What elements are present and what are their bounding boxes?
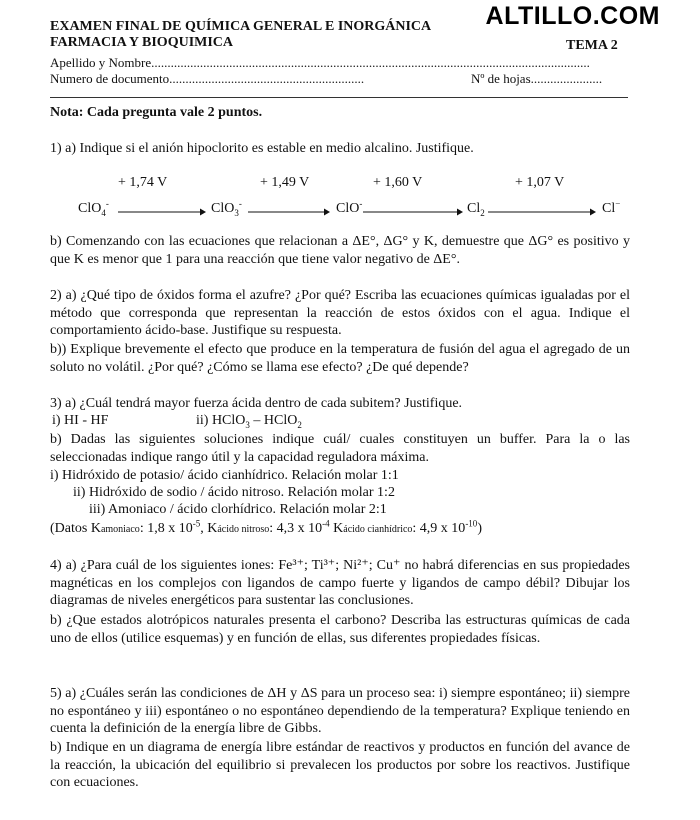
q3-part-b: b) Dadas las siguientes soluciones indique cuál/ cuales constituyen un buffer. Para la o las seleccionadas indique rango útil y la capacidad reguladora máxima. [50,432,630,465]
potential-4: + 1,07 V [515,175,565,190]
q4-part-a: 4) a) ¿Para cuál de los siguientes iones: Fe³⁺; Ti³⁺; Ni²⁺; Cu⁺ no habrá diferencias en sus propiedades magnéticas en los complejos con ligandos de campo fuerte y ligandos de campo débil? Dibujar los diagramas de niveles energéticos para sustentar las conclusiones. [50,558,630,608]
note-text: Nota: Cada pregunta vale 2 puntos. [50,105,263,120]
species-chloride: Cl− [602,198,621,216]
species-chlorate: ClO$_3$- [211,198,242,218]
arrow-1 [118,207,206,217]
q3-part-a: 3) a) ¿Cuál tendrá mayor fuerza ácida dentro de cada subitem? Justifique. [50,396,463,411]
exam-title: EXAMEN FINAL DE QUÍMICA GENERAL E INORGÁNICA [50,19,432,34]
q3-solution-2: ii) Hidróxido de sodio / ácido nitroso. Relación molar 1:2 [73,485,395,500]
course-title: FARMACIA Y BIOQUIMICA [50,35,234,50]
latimer-diagram [78,175,638,225]
q3-solution-3: iii) Amoniaco / ácido clorhídrico. Relación molar 2:1 [89,502,387,517]
q5-part-a: 5) a) ¿Cuáles serán las condiciones de ΔH y ΔS para un proceso sea: i) siempre espontáneo; ii) siempre no espontáneo y iii) espontáneo o no espontáneo dependiendo de la temperatura? Explique teniendo en cuenta la definición de la energía libre de Gibbs. [50,686,630,736]
species-hypochlorite: ClO- [336,198,363,216]
arrow-2 [248,207,330,217]
q1-part-a: 1) a) Indique si el anión hipoclorito es estable en medio alcalino. Justifique. [50,141,474,156]
species-chlorine: $Cl_2$ [467,201,485,218]
q2-part-b: b)) Explique brevemente el efecto que produce en la temperatura de fusión del agua el agregado de un soluto no volátil. ¿Por qué? ¿Cómo se llama ese efecto? ¿De qué depende? [50,342,630,375]
document-field-line: Numero de documento............................................................ [50,71,365,86]
name-field-line: Apellido y Nombre....................................................................................................................................... [50,55,590,70]
q3-subitem-i: i) HI - HF [52,413,109,428]
q3-data-constants: (Datos Kamoniaco: 1,8 x $10^{-5}$, Kácido nitroso: 4,3 x $10^{-4}$ Kácido cianhídrico: 4,9 x $10^{-10}$) [50,518,482,536]
q5-part-b: b) Indique en un diagrama de energía libre estándar de reactivos y productos en función del avance de la reacción, la ubicación del equilibrio si prevalecen los productos por sobre los reactivos. Justifique con ecuaciones. [50,740,630,790]
header-divider [50,97,628,98]
q1-part-b: b) Comenzando con las ecuaciones que relacionan a ΔE°, ΔG° y K, demuestre que ΔG° es positivo y que K es menor que 1 para una reacción que tiene valor negativo de ΔE°. [50,234,630,267]
q2-part-a: 2) a) ¿Qué tipo de óxidos forma el azufre? ¿Por qué? Escriba las ecuaciones químicas igualadas por el método que corresponda que representan la reacción de estos óxidos con el agua. Indique el comportamiento ácido-base. Justifique su respuesta. [50,288,630,338]
species-perchlorate: ClO$_4$- [78,198,109,218]
tema-label: TEMA 2 [566,38,618,53]
q4-part-b: b) ¿Que estados alotrópicos naturales presenta el carbono? Describa las estructuras químicas de cada uno de ellos (utilice esquemas) y en función de ellas, sus diferentes propiedades físicas. [50,613,630,646]
q3-solution-1: i) Hidróxido de potasio/ ácido cianhídrico. Relación molar 1:1 [50,468,399,483]
arrow-4 [488,207,596,217]
site-logo: ALTILLO.COM [485,2,660,30]
arrow-3 [363,207,463,217]
potential-1: + 1,74 V [118,175,168,190]
potential-3: + 1,60 V [373,175,423,190]
sheets-field-line: Nº de hojas...................... [471,71,603,86]
potential-2: + 1,49 V [260,175,310,190]
q3-subitem-ii: ii) HClO$_3$ – HClO$_2$ [196,413,302,430]
